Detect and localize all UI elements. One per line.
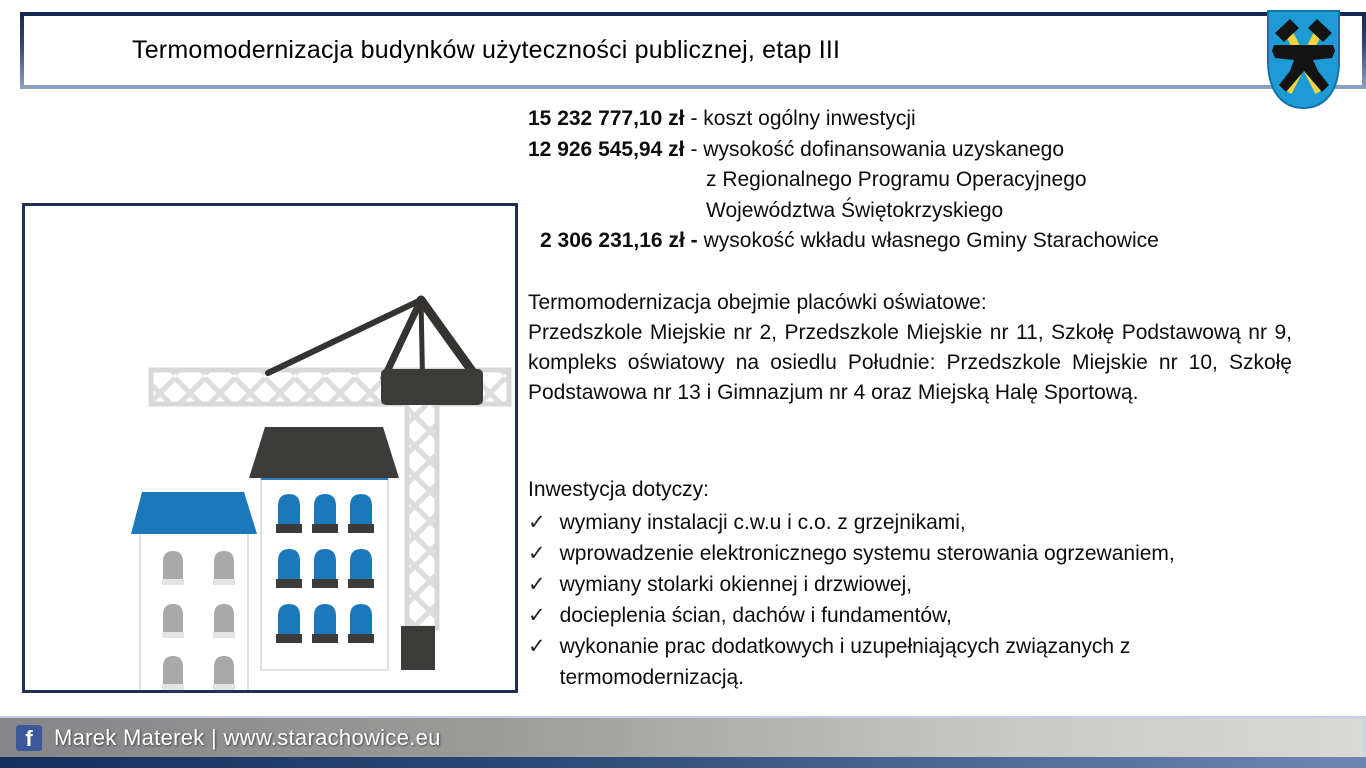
footer-text: Marek Materek | www.starachowice.eu xyxy=(54,724,441,750)
title-bar-inner xyxy=(24,16,1362,85)
crane-tower xyxy=(407,402,437,628)
list-item-text: wprowadzenie elektronicznego systemu sterowania ogrzewaniem, xyxy=(559,542,1175,565)
checkmark-icon: ✓ xyxy=(528,511,546,534)
finance-line-grant xyxy=(528,135,1159,166)
footer-main xyxy=(0,718,1366,757)
small-building xyxy=(131,492,257,690)
list-item xyxy=(528,569,1304,600)
blue-roof xyxy=(131,492,257,534)
footer-bottom-strip xyxy=(0,757,1366,768)
finance-line-own xyxy=(528,226,1159,257)
dark-roof xyxy=(249,427,399,478)
list-item xyxy=(528,631,1304,693)
education-body: Przedszkole Miejskie nr 2, Przedszkole Miejskie nr 11, Szkołę Podstawową nr 9, kompleks oświatowy na osiedlu Południe: Przedszkole Miejskie nr 10, Szkołę Podstawowa nr 13 i Gimnazjum nr 4 oraz Miejską Halę Sportową. xyxy=(528,321,1292,404)
list-item-text: wymiany stolarki okiennej i drzwiowej, xyxy=(559,573,913,596)
large-building xyxy=(249,427,399,670)
finance-desc-own: wysokość wkładu własnego Gminy Starachowice xyxy=(703,229,1159,252)
amount-own: 2 306 231,16 zł - xyxy=(540,229,698,252)
finance-voivodeship-text: Województwa Świętokrzyskiego xyxy=(706,198,1004,222)
finance-desc-total: - koszt ogólny inwestycji xyxy=(690,107,916,130)
education-paragraph xyxy=(528,288,1292,408)
starachowice-coat-of-arms-icon xyxy=(1266,9,1341,110)
title-bar xyxy=(20,12,1366,89)
investment-heading: Inwestycja dotyczy: xyxy=(528,478,709,501)
finance-line-program xyxy=(528,165,1159,196)
education-intro: Termomodernizacja obejmie placówki oświatowe: xyxy=(528,291,987,314)
finance-block xyxy=(528,104,1159,257)
list-item-text: wykonanie prac dodatkowych i uzupełniających związanych z termomodernizacją. xyxy=(559,635,1131,689)
amount-grant: 12 926 545,94 zł xyxy=(528,137,685,161)
illustration-box xyxy=(22,203,518,693)
finance-program-text: z Regionalnego Programu Operacyjnego xyxy=(706,168,1087,191)
page-title: Termomodernizacja budynków użyteczności publicznej, etap III xyxy=(132,36,841,64)
finance-line-voivodeship xyxy=(528,196,1159,227)
crane-base xyxy=(401,626,435,670)
finance-line-total xyxy=(528,104,1159,135)
checkmark-icon: ✓ xyxy=(528,542,546,565)
facebook-icon: f xyxy=(16,725,42,751)
checkmark-icon: ✓ xyxy=(528,573,546,596)
investment-list xyxy=(528,507,1304,693)
list-item xyxy=(528,538,1304,569)
blue-windows xyxy=(278,494,372,634)
crane-counterweight xyxy=(381,369,483,405)
amount-total: 15 232 777,10 zł xyxy=(528,107,685,130)
footer-bar xyxy=(0,716,1366,768)
list-item-text: wymiany instalacji c.w.u i c.o. z grzejnikami, xyxy=(559,511,966,534)
investment-section xyxy=(528,474,1304,693)
list-item xyxy=(528,600,1304,631)
list-item-text: docieplenia ścian, dachów i fundamentów, xyxy=(559,604,952,627)
finance-desc-grant: - wysokość dofinansowania uzyskanego xyxy=(690,137,1065,161)
checkmark-icon: ✓ xyxy=(528,635,546,658)
crane-buildings-illustration xyxy=(25,206,515,690)
list-item xyxy=(528,507,1304,538)
checkmark-icon: ✓ xyxy=(528,604,546,627)
